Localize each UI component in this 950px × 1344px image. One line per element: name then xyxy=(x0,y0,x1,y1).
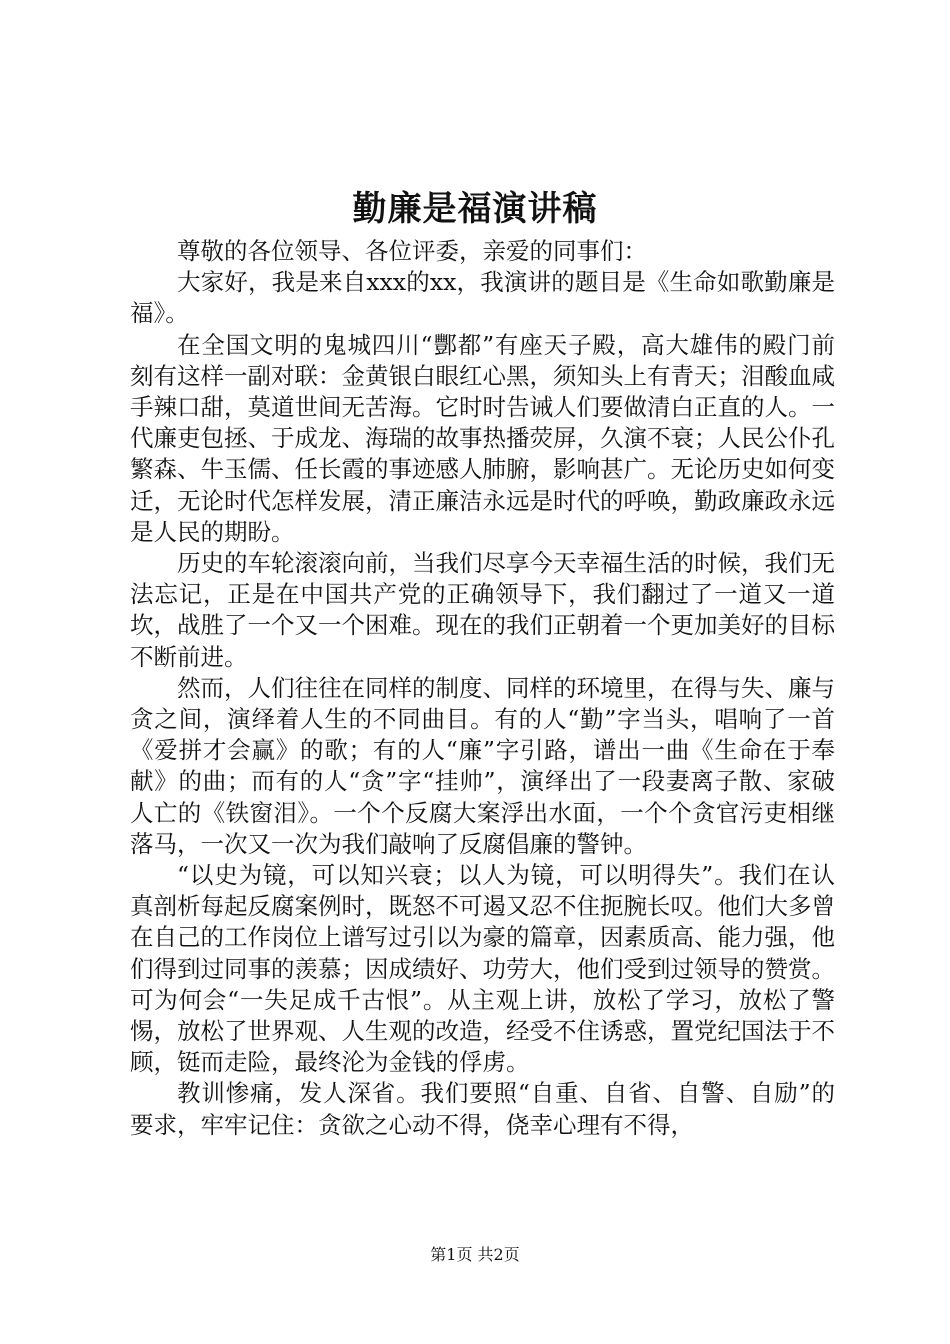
paragraph-warning: 教训惨痛，发人深省。我们要照“自重、自省、自警、自励”的要求，牢牢记住：贪欲之心动不得，侥幸心理有不得， xyxy=(130,1079,835,1139)
paragraph-lessons: “以史为镜，可以知兴衰；以人为镜，可以明得失”。我们在认真剖析每起反腐案例时，既怒不可遏又忍不住扼腕长叹。他们大多曾在自己的工作岗位上谱写过引以为豪的篇章，因素质高、能力强，他们得到过同事的羡慕；因成绩好、功劳大，他们受到过领导的赞赏。可为何会“一失足成千古恨”。从主观上讲，放松了学习，放松了警惕，放松了世界观、人生观的改造，经受不住诱惑，置党纪国法于不顾，铤而走险，最终沦为金钱的俘虏。 xyxy=(130,861,835,1077)
paragraph-salutation: 尊敬的各位领导、各位评委，亲爱的同事们： xyxy=(177,237,647,265)
document-body xyxy=(130,236,835,1141)
document-title: 勤廉是福演讲稿 xyxy=(352,189,598,229)
page-footer: 第1页 共2页 xyxy=(430,1245,520,1264)
paragraph-couplet: 在全国文明的鬼城四川“酆都”有座天子殿，高大雄伟的殿门前刻有这样一副对联：金黄银白眼红心黑，须知头上有青天；泪酸血咸手辣口甜，莫道世间无苦海。它时时告诫人们要做清白正直的人。一代廉吏包拯、于成龙、海瑞的故事热播荧屏，久演不衰；人民公仆孔繁森、牛玉儒、任长霞的事迹感人肺腑，影响甚广。无论历史如何变迁，无论时代怎样发展，清正廉洁永远是时代的呼唤，勤政廉政永远是人民的期盼。 xyxy=(130,330,835,546)
paragraph-introduction: 大家好，我是来自xxx的xx，我演讲的题目是《生命如歌勤廉是福》。 xyxy=(130,268,835,328)
paragraph-history: 历史的车轮滚滚向前，当我们尽享今天幸福生活的时候，我们无法忘记，正是在中国共产党的正确领导下，我们翻过了一道又一道坎，战胜了一个又一个困难。现在的我们正朝着一个更加美好的目标不断前进。 xyxy=(130,549,835,671)
paragraph-choices: 然而，人们往往在同样的制度、同样的环境里，在得与失、廉与贪之间，演绎着人生的不同曲目。有的人“勤”字当头，唱响了一首《爱拼才会赢》的歌；有的人“廉”字引路，谱出一曲《生命在于奉献》的曲；而有的人“贪”字“挂帅”，演绎出了一段妻离子散、家破人亡的《铁窗泪》。一个个反腐大案浮出水面，一个个贪官污吏相继落马，一次又一次为我们敲响了反腐倡廉的警钟。 xyxy=(130,673,835,858)
